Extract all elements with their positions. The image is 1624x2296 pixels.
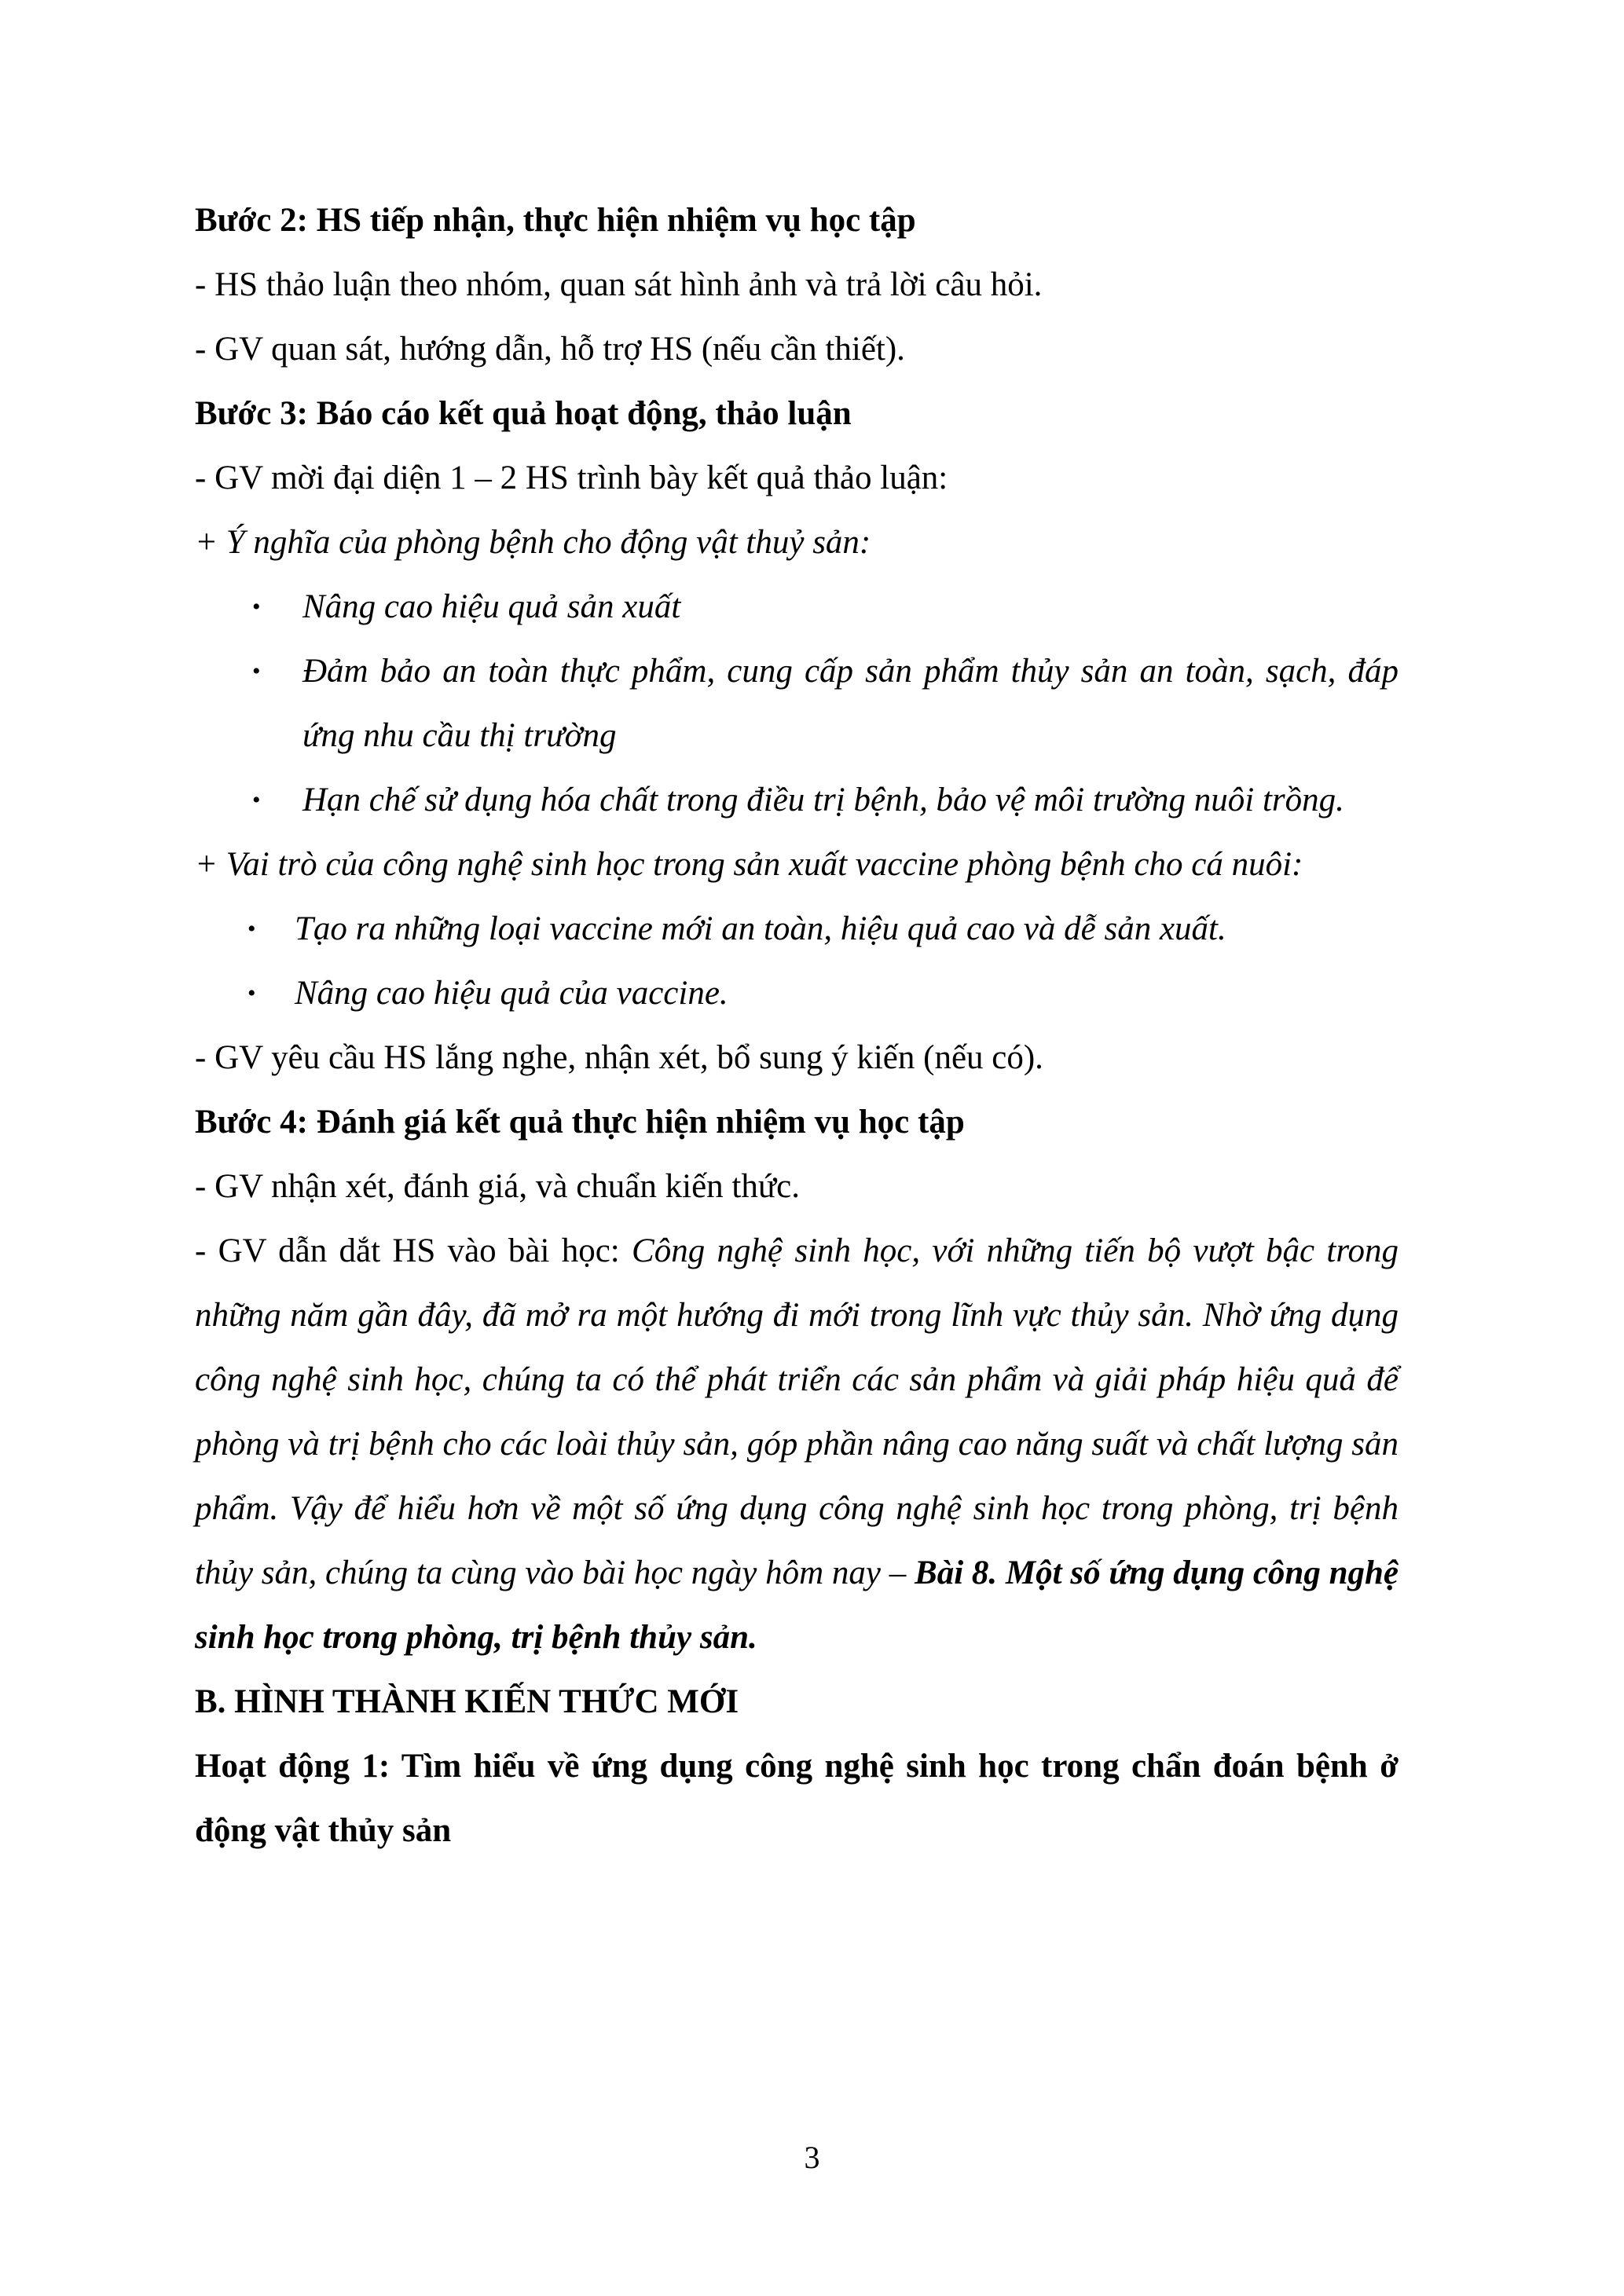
list-item-text: Nâng cao hiệu quả của vaccine. — [295, 975, 728, 1012]
bullet-icon: • — [247, 980, 256, 1006]
bullet-icon: • — [252, 594, 261, 620]
list-item-text: Hạn chế sử dụng hóa chất trong điều trị bệnh, bảo vệ môi trường nuôi trồng. — [302, 782, 1344, 818]
lead-italic-text: Công nghệ sinh học, với những tiến bộ vượt bậc trong những năm gần đây, đã mở ra một hướng đi mới trong lĩnh vực thủy sản. Nhờ ứng dụng công nghệ sinh học, chúng ta có thể phát triển các sản phẩm và giải pháp hiệu quả để phòng và trị bệnh cho các loài thủy sản, góp phần nâng cao năng suất và chất lượng sản phẩm. Vậy để hiểu hơn về một số ứng dụng công nghệ sinh học trong phòng, trị bệnh thủy sản, chúng ta cùng vào bài học ngày hôm nay – — [195, 1232, 1399, 1591]
page-number: 3 — [804, 2140, 820, 2175]
list-item-text: Nâng cao hiệu quả sản xuất — [302, 588, 681, 625]
role-title: + Vai trò của công nghệ sinh học trong sản xuất vaccine phòng bệnh cho cá nuôi: — [195, 846, 1303, 883]
role-list — [195, 897, 1399, 1026]
list-item — [195, 768, 1399, 833]
lesson-title: Bài 8. Một số ứng dụng công nghệ sinh học trong phòng, trị bệnh thủy sản. — [195, 1554, 1399, 1656]
lead-prefix: - GV dẫn dắt HS vào bài học: — [195, 1232, 632, 1269]
step3-closing: - GV yêu cầu HS lắng nghe, nhận xét, bổ sung ý kiến (nếu có). — [195, 1039, 1043, 1076]
step4-heading: Bước 4: Đánh giá kết quả thực hiện nhiệm vụ học tập — [195, 1104, 965, 1141]
step2-heading: Bước 2: HS tiếp nhận, thực hiện nhiệm vụ học tập — [195, 202, 916, 239]
list-item — [195, 575, 1399, 639]
step3-intro: - GV mời đại diện 1 – 2 HS trình bày kết quả thảo luận: — [195, 460, 948, 496]
step4-line-1: - GV nhận xét, đánh giá, và chuẩn kiến thức. — [195, 1168, 801, 1205]
step2-line-2: - GV quan sát, hướng dẫn, hỗ trợ HS (nếu cần thiết). — [195, 331, 905, 368]
list-item — [195, 897, 1399, 961]
activity-1-heading: Hoạt động 1: Tìm hiểu về ứng dụng công nghệ sinh học trong chẩn đoán bệnh ở động vật thủy sản — [195, 1748, 1399, 1849]
list-item — [195, 961, 1399, 1026]
significance-title: + Ý nghĩa của phòng bệnh cho động vật thuỷ sản: — [195, 524, 871, 561]
list-item — [195, 639, 1399, 768]
bullet-icon: • — [252, 787, 261, 813]
section-b-heading: B. HÌNH THÀNH KIẾN THỨC MỚI — [195, 1683, 739, 1720]
document-page — [195, 189, 1399, 1863]
significance-list — [195, 575, 1399, 833]
bullet-icon: • — [252, 658, 261, 684]
bullet-icon: • — [247, 916, 256, 942]
list-item-text: Tạo ra những loại vaccine mới an toàn, hiệu quả cao và dễ sản xuất. — [295, 910, 1226, 947]
step3-heading: Bước 3: Báo cáo kết quả hoạt động, thảo luận — [195, 395, 852, 432]
step2-line-1: - HS thảo luận theo nhóm, quan sát hình ảnh và trả lời câu hỏi. — [195, 266, 1043, 303]
step4-lead-paragraph — [195, 1219, 1399, 1670]
list-item-text: Đảm bảo an toàn thực phẩm, cung cấp sản phẩm thủy sản an toàn, sạch, đáp ứng nhu cầu thị trường — [302, 653, 1399, 754]
